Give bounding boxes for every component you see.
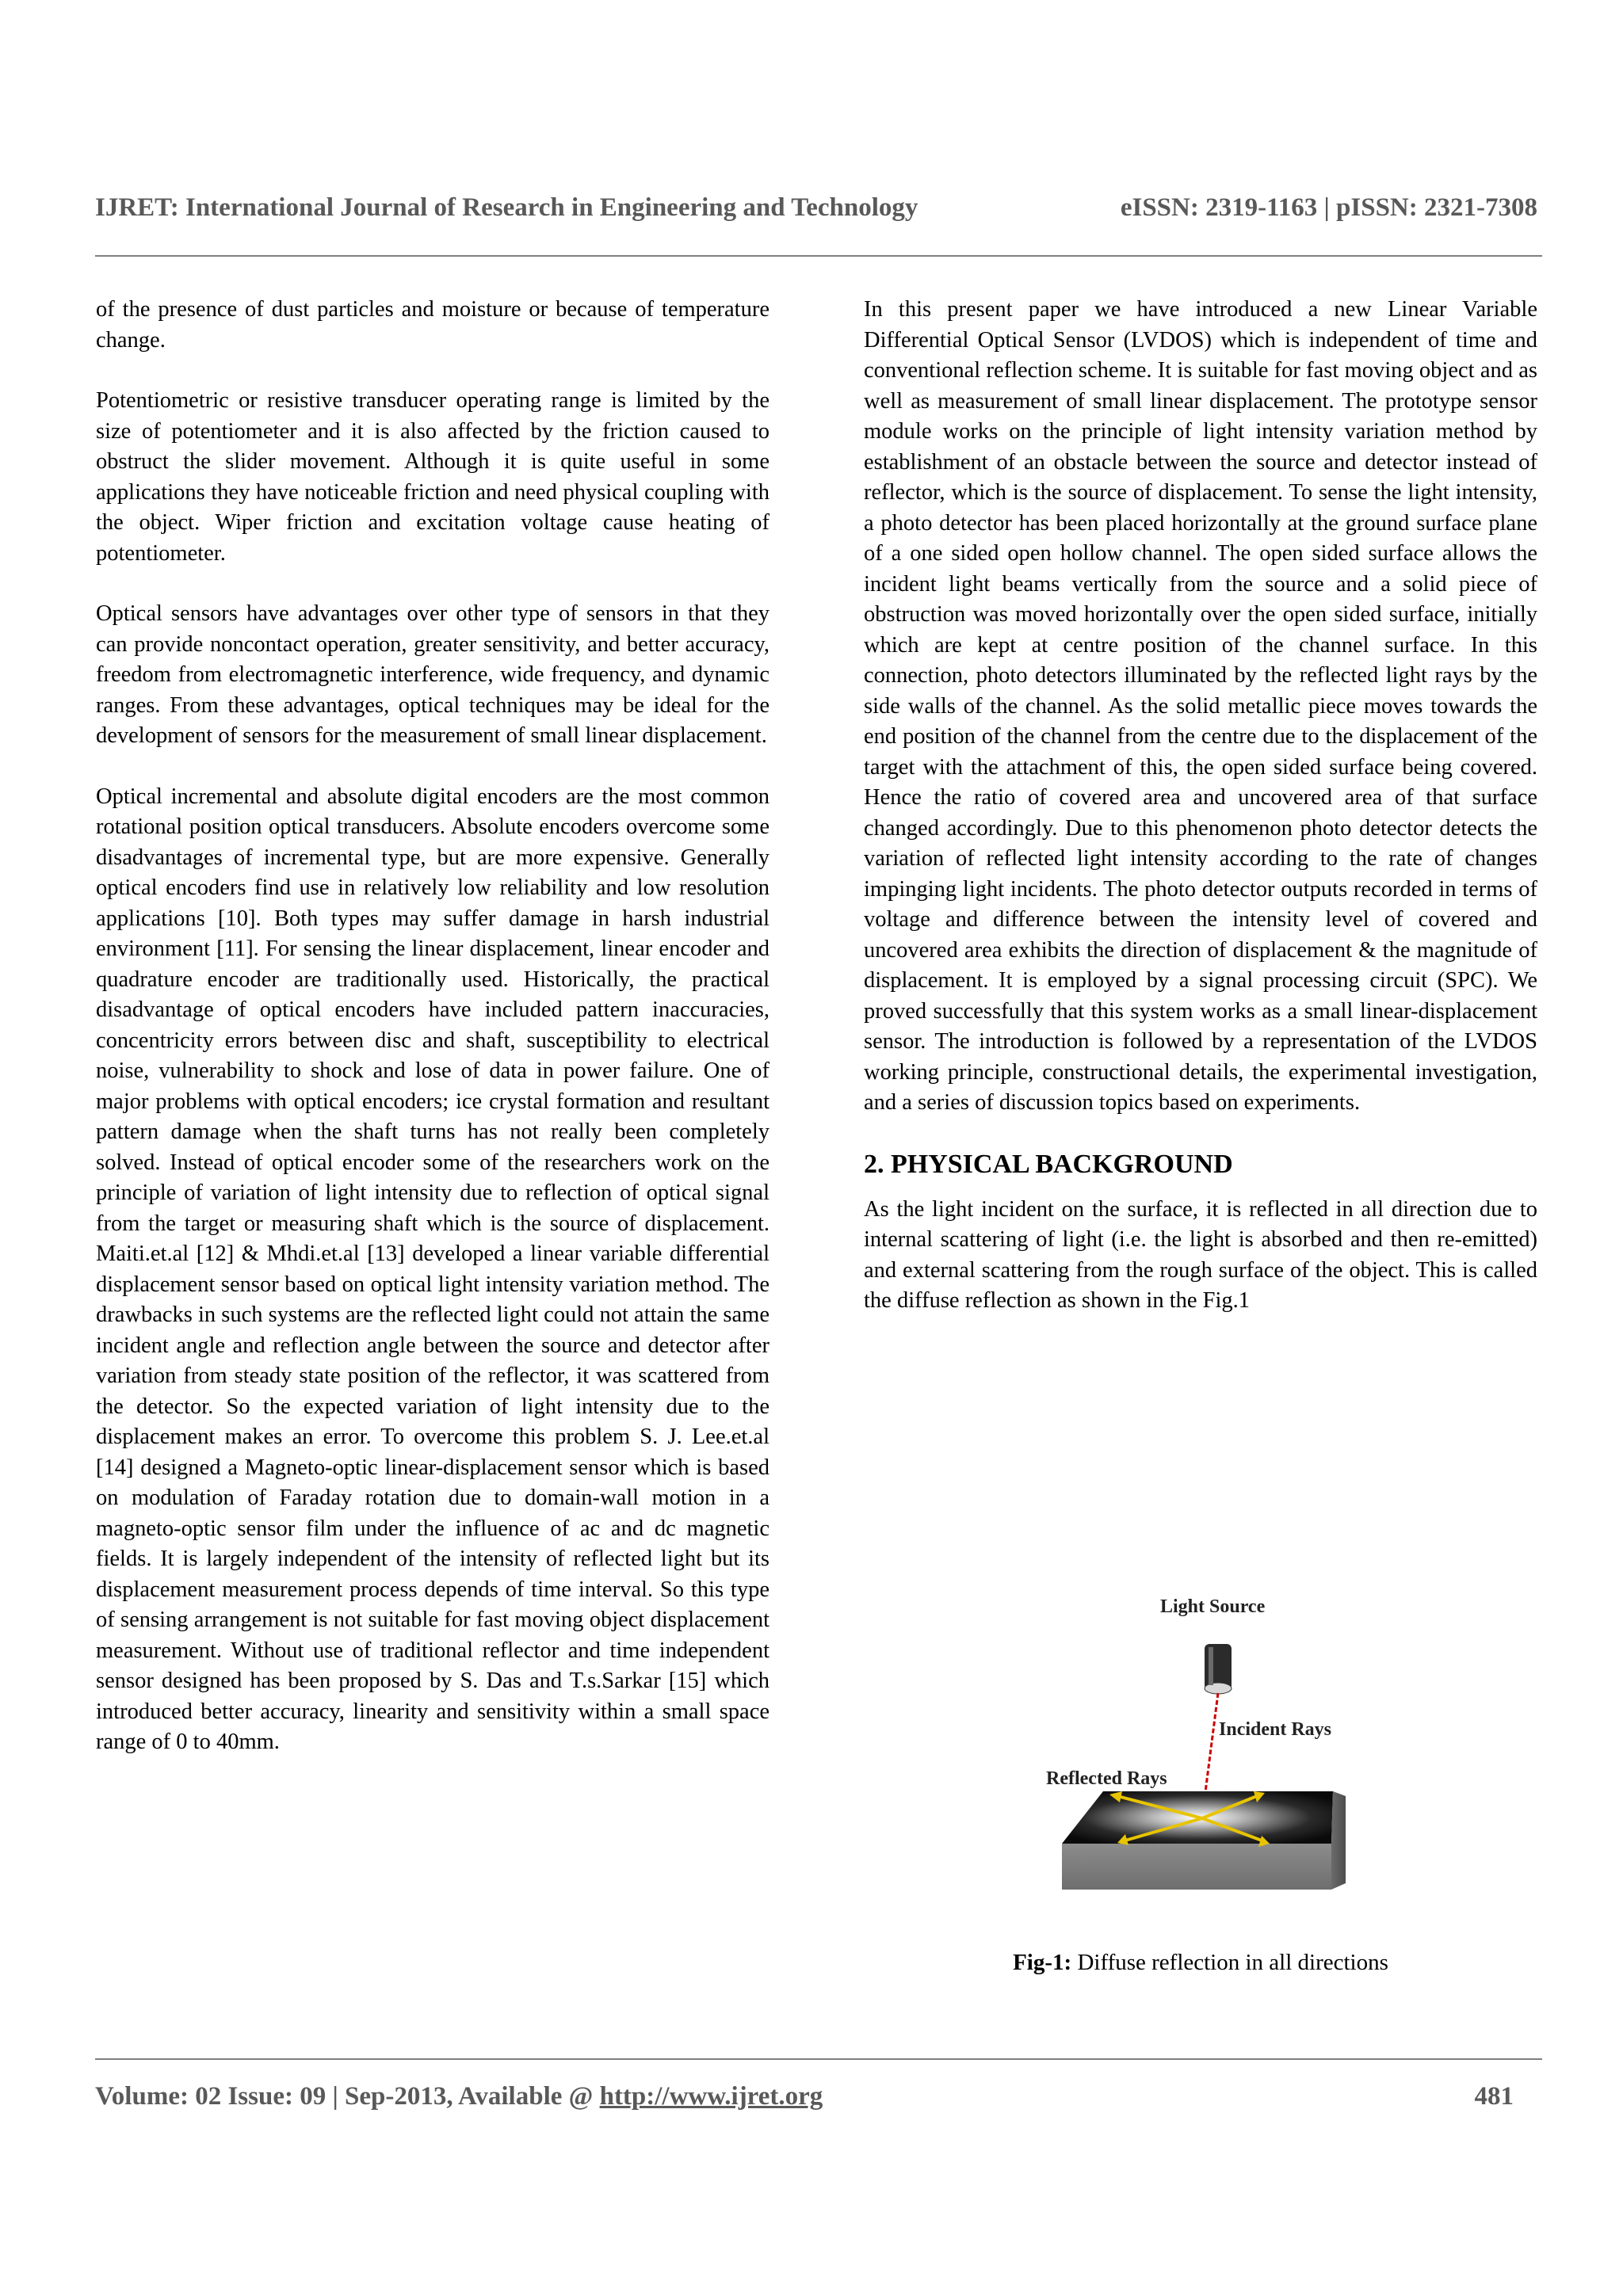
paragraph: Optical sensors have advantages over other type of sensors in that they can provide noncontact operation, greater sensitivity, and better accuracy, freedom from electromagnetic interference, wide frequency, and dynamic ranges. From these advantages, optical techniques may be ideal for the development of sensors for the measurement of small linear displacement. [96,601,769,748]
figure-illustration [1046,1589,1363,1901]
header-divider [95,255,1542,257]
light-source-icon [1205,1644,1232,1694]
paragraph: Potentiometric or resistive transducer operating range is limited by the size of potentiometer and it is also affected by the friction caused to obstruct the slider movement. Although it is quite useful in some applications they have noticeable friction and need physical coupling with the object. Wiper friction and excitation voltage cause heating of potentiometer. [96,388,769,566]
right-column [864,295,1537,1317]
diffuse-reflection-figure [1046,1589,1363,1901]
label-light-source: Light Source [1160,1596,1266,1617]
intro-paragraph: In this present paper we have introduced a new Linear Variable Differential Optical Sensor (LVDOS) which is independent of time and conventional reflection scheme. It is suitable for fast moving object and as well as measurement of small linear displacement. The prototype sensor module works on the principle of light intensity variation method by establishment of an obstacle between the source and detector instead of reflector, which is the source of displacement. To sense the light intensity, a photo detector has been placed horizontally at the ground surface plane of a one sided open hollow channel. The open sided surface allows the incident light beams vertically from the source and a solid piece of obstruction was moved horizontally over the open sided surface, initially which are kept at centre position of the channel surface. In this connection, photo detectors illuminated by the reflected light rays by the side walls of the channel. As the solid metallic piece moves towards the end position of the channel from the centre due to the displacement of the target with the attachment of this, the open sided surface being covered. Hence the ratio of covered area and uncovered area of that surface changed accordingly. Due to this phenomenon photo detector detects the variation of reflected light intensity according to the rate of changes impinging light incidents. The photo detector outputs recorded in terms of voltage and difference between the intensity level of covered and uncovered area exhibits the direction of displacement & the magnitude of displacement. It is employed by a signal processing circuit (SPC). We proved successfully that this system works as a small linear-displacement sensor. The introduction is followed by a representation of the LVDOS working principle, constructional details, the experimental investigation, and a series of discussion topics based on experiments. [864,297,1537,1115]
volume-info [95,2082,823,2111]
section-paragraph: As the light incident on the surface, it is reflected in all direction due to internal scattering of light (i.e. the light is absorbed and then re-emitted) and external scattering from the rough surface of the object. This is called the diffuse reflection as shown in the Fig.1 [864,1196,1537,1313]
label-reflected-rays: Reflected Rays [1046,1768,1167,1789]
running-footer [95,2082,1514,2117]
section-heading: 2. PHYSICAL BACKGROUND [864,1149,1233,1179]
journal-title: IJRET: International Journal of Research in Engineering and Technology [95,193,918,222]
page-number: 481 [1474,2082,1514,2111]
label-incident-rays: Incident Rays [1219,1719,1332,1740]
paragraph: of the presence of dust particles and moisture or because of temperature change. [96,297,769,353]
caption-label: Fig-1: [1013,1950,1072,1975]
left-column [96,295,769,1758]
reflecting-surface-block [1062,1791,1346,1890]
figure-caption [864,1947,1537,1978]
caption-text: Diffuse reflection in all directions [1071,1950,1388,1975]
footer-divider [95,2058,1542,2060]
running-header [95,193,1537,228]
journal-link[interactable]: http://www.ijret.org [599,2082,823,2111]
volume-text: Volume: 02 Issue: 09 | Sep-2013, Available @ [95,2082,600,2111]
issn-info: eISSN: 2319-1163 | pISSN: 2321-7308 [1120,193,1537,222]
paragraph: Optical incremental and absolute digital encoders are the most common rotational position optical transducers. Absolute encoders overcome some disadvantages of incremental type, but are more expensive. Generally optical encoders find use in relatively low reliability and low resolution applications [10]. Both types may suffer damage in harsh industrial environment [11]. For sensing the linear displacement, linear encoder and quadrature encoder are traditionally used. Historically, the practical disadvantage of optical encoders have included pattern inaccuracies, concentricity errors between disc and shaft, susceptibility to electrical noise, vulnerability to shock and lose of data in power failure. One of major problems with optical encoders; ice crystal formation and resultant pattern damage when the shaft turns has not really been completely solved. Instead of optical encoder some of the researchers work on the principle of variation of light intensity due to reflection of optical signal from the target or measuring shaft which is the source of displacement. Maiti.et.al [12] & Mhdi.et.al [13] developed a linear variable differential displacement sensor based on optical light intensity variation method. The drawbacks in such systems are the reflected light could not attain the same incident angle and reflection angle between the source and detector after variation from steady state position of the reflector, it was scattered from the detector. So the expected variation of light intensity due to the displacement makes an error. To overcome this problem S. J. Lee.et.al [14] designed a Magneto-optic linear-displacement sensor which is based on modulation of Faraday rotation due to domain-wall motion in a magneto-optic sensor film under the influence of ac and dc magnetic fields. It is largely independent of the intensity of reflected light but its displacement measurement process depends of time interval. So this type of sensing arrangement is not suitable for fast moving object displacement measurement. Without use of traditional reflector and time independent sensor designed has been proposed by S. Das and T.s.Sarkar [15] which introduced better accuracy, linearity and sensitivity within a small space range of 0 to 40mm. [96,784,769,1754]
